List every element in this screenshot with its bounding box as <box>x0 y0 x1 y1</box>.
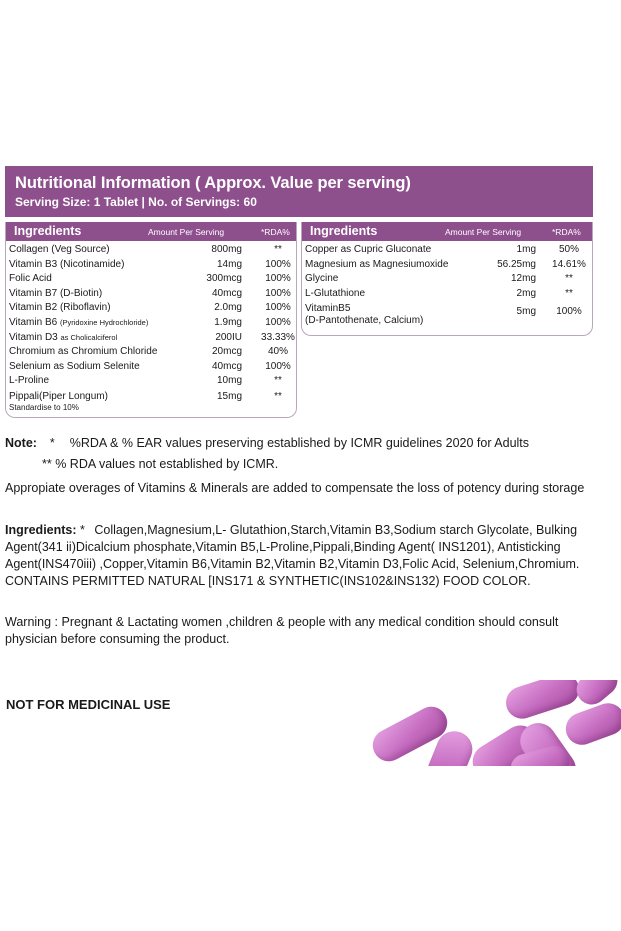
column-header-amount: Amount Per Serving <box>445 227 522 237</box>
ingredient-rda: 100% <box>265 258 291 270</box>
ingredient-amount: 56.25mg <box>497 258 536 270</box>
ingredient-name: L-Proline <box>9 375 50 387</box>
table-row <box>6 360 296 375</box>
warning-statement: Warning : Pregnant & Lactating women ,children & people with any medical condition should consult physician before consuming the product. <box>5 615 559 646</box>
ingredient-amount: 15mg <box>216 390 242 402</box>
table-row <box>6 316 296 331</box>
nutrition-title: Nutritional Information ( Approx. Value per serving) <box>15 174 411 192</box>
column-header-ingredients: Ingredients <box>14 224 82 238</box>
ingredient-amount: 800mg <box>211 244 242 255</box>
ingredient-note: (D-Pantothenate, Calcium) <box>305 315 424 327</box>
ingredient-name: L-Glutathione <box>305 287 366 299</box>
ingredient-amount: 40mcg <box>211 287 242 299</box>
table-row <box>6 345 296 360</box>
ingredient-rda: 40% <box>267 346 288 358</box>
ingredient-amount: 12mg <box>510 273 536 285</box>
ingredient-amount: 200IU <box>215 331 242 343</box>
ingredient-rda: ** <box>274 244 282 255</box>
ingredient-name: Vitamin B3 (Nicotinamide) <box>9 258 125 270</box>
note-text: %RDA & % EAR values preserving established by ICMR guidelines 2020 for Adults <box>69 436 530 450</box>
table-row <box>6 258 296 273</box>
ingredient-amount: 20mcg <box>211 346 242 358</box>
ingredient-name: Vitamin B6 <box>9 316 58 328</box>
note-label: Note: <box>5 436 37 450</box>
ingredient-name: VitaminB5 <box>305 303 351 315</box>
table-row <box>6 272 296 287</box>
table-row <box>6 287 296 302</box>
ingredients-marker: * <box>80 523 85 537</box>
ingredient-name: Copper as Cupric Gluconate <box>305 244 432 255</box>
note-marker: * <box>49 436 55 450</box>
ingredient-rda: 100% <box>556 306 582 318</box>
ingredient-rda: ** <box>274 375 282 387</box>
table-row <box>302 301 592 329</box>
ingredient-name: Vitamin D3 <box>9 331 58 343</box>
ingredient-name: Folic Acid <box>9 273 52 285</box>
ingredient-amount: 1mg <box>516 244 536 255</box>
ingredient-name: Glycine <box>305 273 339 285</box>
ingredient-note: (Pyridoxine Hydrochloride) <box>59 317 149 327</box>
table-row <box>302 243 592 258</box>
ingredient-name: Magnesium as Magnesiumoxide <box>305 258 449 270</box>
ingredients-text: Collagen,Magnesium,L- Glutathion,Starch,Vitamin B3,Sodium starch Glycolate, Bulking Agent(341 ii)Dicalcium phosphate,Vitamin B5,L-Proline,Pippali,Binding Agent( INS1201), Antisticking Agent(INS470iii) ,Copper,Vitamin B6,Vitamin B2,Vitamin B2,Vitamin D3,Folic Acid, Selenium,Chromium. CONTAINS PERMITTED NATURAL [INS171 & SYNTHETIC(INS102&INS132) FOOD COLOR. <box>5 523 580 588</box>
ingredient-name: Collagen (Veg Source) <box>9 244 110 255</box>
ingredients-list <box>5 522 585 590</box>
ingredient-rda: 100% <box>265 273 291 285</box>
ingredient-rda: 50% <box>558 244 579 255</box>
table-row <box>6 331 296 346</box>
ingredient-rda: ** <box>565 273 573 285</box>
ingredients-label: Ingredients: <box>5 523 77 537</box>
ingredient-amount: 300mcg <box>206 273 242 285</box>
serving-info: Serving Size: 1 Tablet | No. of Servings: 60 <box>15 195 257 209</box>
ingredient-rda: 100% <box>265 360 291 372</box>
ingredient-amount: 1.9mg <box>214 316 242 328</box>
not-for-medicinal-use: NOT FOR MEDICINAL USE <box>6 697 171 712</box>
note-marker: ** <box>42 457 52 471</box>
note-not-established <box>42 456 621 473</box>
table-header <box>302 222 592 241</box>
table-header <box>6 222 296 241</box>
nutrition-table-right <box>301 222 593 336</box>
table-row <box>6 389 296 417</box>
ingredient-amount: 40mcg <box>211 360 242 372</box>
tablets-image <box>360 680 621 766</box>
table-row <box>6 301 296 316</box>
ingredient-amount: 10mg <box>216 375 242 387</box>
ingredient-name: Vitamin B7 (D-Biotin) <box>9 287 103 299</box>
ingredient-amount: 14mg <box>216 258 242 270</box>
note-rda <box>5 435 585 452</box>
ingredient-rda: 14.61% <box>552 258 586 270</box>
ingredient-note: as Cholicalciferol <box>60 332 118 342</box>
table-row <box>302 272 592 287</box>
table-row <box>6 243 296 258</box>
ingredient-name: Pippali(Piper Longum) <box>9 390 108 402</box>
ingredient-rda: 100% <box>265 287 291 299</box>
ingredient-name: Chromium as Chromium Chloride <box>9 346 158 358</box>
column-header-ingredients: Ingredients <box>310 224 378 238</box>
nutrition-header-banner <box>5 166 593 217</box>
ingredient-amount: 2.0mg <box>214 302 242 314</box>
note-text: % RDA values not established by ICMR. <box>55 457 279 471</box>
ingredient-rda: ** <box>274 390 282 402</box>
ingredient-rda: 33.33% <box>261 331 295 343</box>
table-row <box>6 374 296 389</box>
tablet-image <box>561 699 621 750</box>
ingredient-amount: 2mg <box>516 287 536 299</box>
column-header-amount: Amount Per Serving <box>148 227 225 237</box>
table-row <box>302 258 592 273</box>
ingredient-name: Vitamin B2 (Riboflavin) <box>9 302 111 314</box>
ingredient-rda: 100% <box>265 302 291 314</box>
ingredient-rda: 100% <box>265 316 291 328</box>
overages-statement: Appropiate overages of Vitamins & Minerals are added to compensate the loss of potency during storage <box>5 481 585 495</box>
ingredient-name: Selenium as Sodium Selenite <box>9 360 140 372</box>
column-header-rda: *RDA% <box>261 227 290 237</box>
column-header-rda: *RDA% <box>552 227 581 237</box>
nutrition-table-left <box>5 222 297 418</box>
ingredient-rda: ** <box>565 287 573 299</box>
ingredient-note: Standardise to 10% <box>9 402 79 412</box>
table-row <box>302 287 592 302</box>
ingredient-amount: 5mg <box>516 306 536 318</box>
